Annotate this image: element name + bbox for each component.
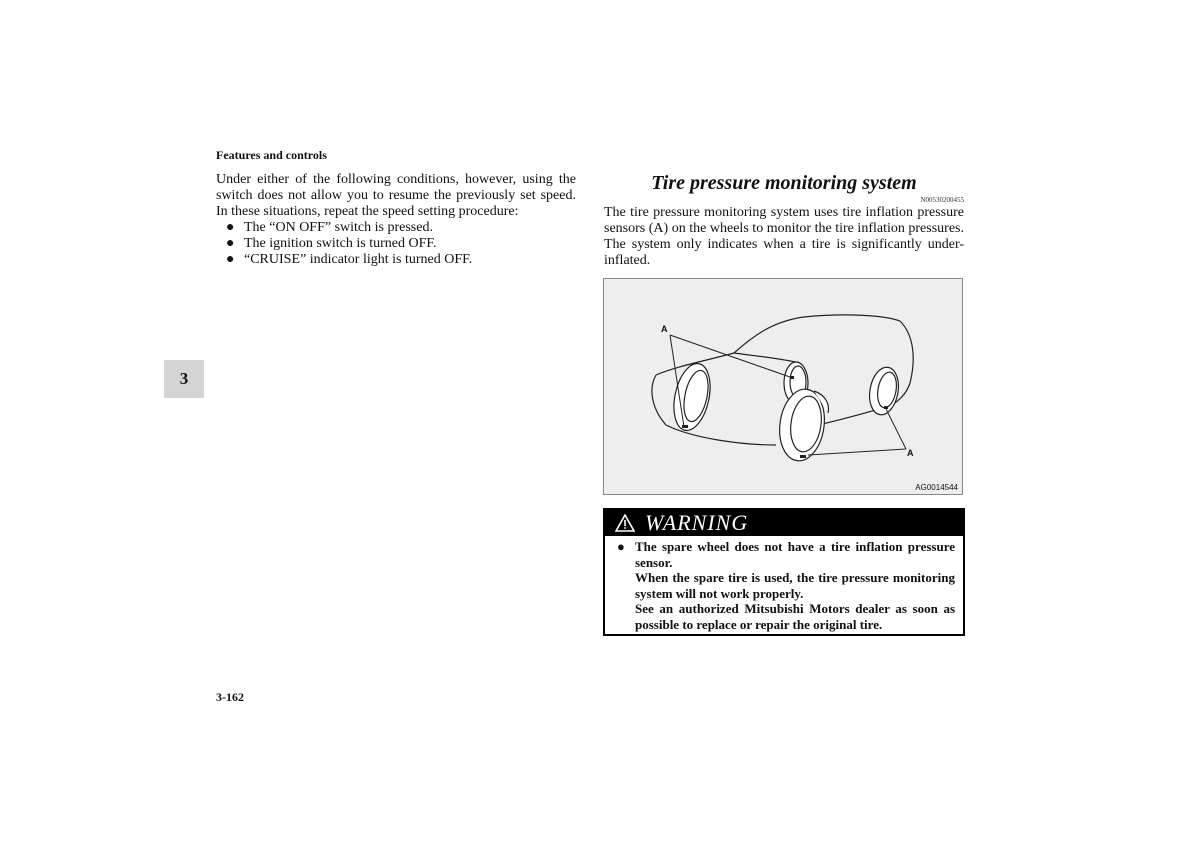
page-number: 3-162	[216, 690, 244, 704]
bullet-icon: ●	[226, 252, 235, 267]
warning-header	[605, 510, 963, 536]
condition-list	[216, 220, 576, 268]
warning-box	[603, 508, 965, 636]
intro-paragraph: Under either of the following conditions, however, using the switch does not allow you to resume the previously set speed. In these situations, repeat the speed setting procedure:	[216, 172, 576, 219]
bullet-icon: ●	[226, 220, 235, 235]
warning-title: WARNING	[645, 510, 749, 535]
label-a-top: A	[661, 324, 668, 334]
list-item: ● The ignition switch is turned OFF.	[226, 236, 437, 251]
left-column	[216, 172, 576, 268]
figure-code: AG0014544	[915, 483, 958, 492]
warning-line: The spare wheel does not have a tire inflation pressure sensor.	[635, 539, 955, 570]
label-a-bottom: A	[907, 448, 914, 458]
list-item: ● “CRUISE” indicator light is turned OFF.	[226, 252, 473, 267]
bullet-icon: ●	[617, 539, 625, 554]
wheel-front-right	[866, 365, 902, 417]
tire-sensor-illustration	[603, 278, 963, 495]
bullet-icon: ●	[226, 236, 235, 251]
warning-body	[605, 536, 963, 633]
chapter-tab: 3	[164, 360, 204, 398]
wheel-front-left	[775, 386, 829, 463]
warning-line: See an authorized Mitsubishi Motors dealer as soon as possible to replace or repair the original tire.	[635, 601, 955, 632]
reference-code: N00530200455	[920, 196, 964, 204]
warning-line: When the spare tire is used, the tire pressure monitoring system will not work properly.	[635, 570, 955, 601]
car-outline-drawing	[604, 279, 964, 496]
section-title: Tire pressure monitoring system	[651, 172, 917, 194]
running-header: Features and controls	[216, 148, 327, 162]
list-item: ● The “ON OFF” switch is pressed.	[226, 220, 433, 235]
section-body: The tire pressure monitoring system uses tire inflation pressure sensors (A) on the wheels to monitor the tire inflation pressures. The system only indicates when a tire is significantly under-inflated.	[604, 205, 964, 268]
warning-triangle-icon	[615, 514, 635, 532]
